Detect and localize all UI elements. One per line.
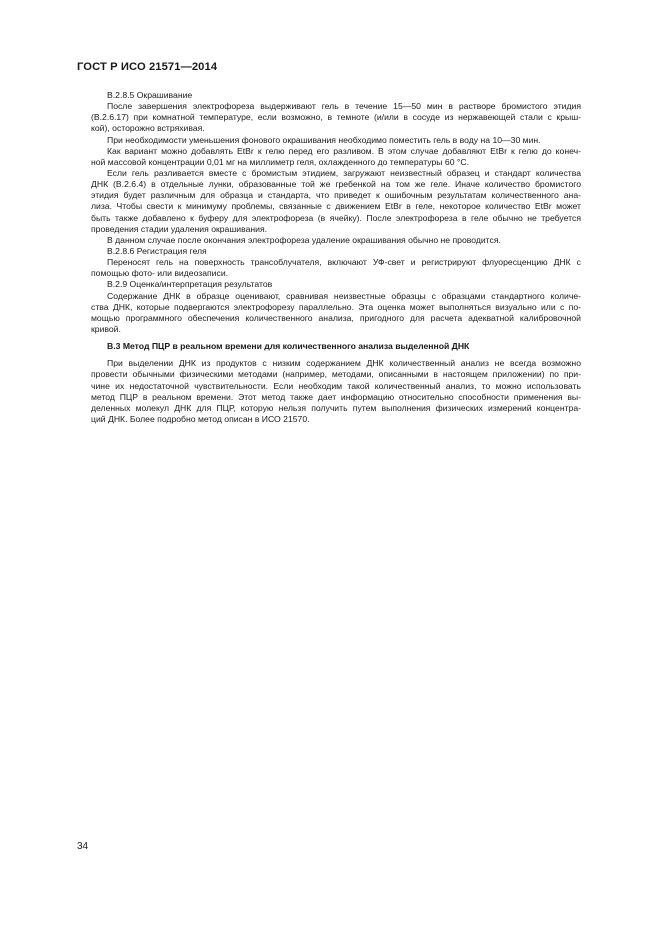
paragraph [91,101,581,134]
text-line: При выделении ДНК из продуктов с низким содержанием ДНК количественный анализ не всегда возможно [107,358,581,369]
text-line: лиза. Чтобы свести к минимуму проблемы, связанные с движением EtBr в геле, некоторое количество EtBr может [91,201,581,212]
text-line: ДНК (В.2.6.4) в отдельные лунки, образованные той же гребенкой на том же геле. Иначе количество бромистого [91,179,581,190]
text-line: Если гель разливается вместе с бромистым этидием, загружают неизвестный образец и стандарт количества [107,167,581,178]
paragraph [91,168,581,235]
paragraph [91,257,581,279]
text-line: проведения стадии удаления окрашивания. [91,223,268,234]
section-heading: В.2.9 Оценка/интерпретация результатов [107,279,273,290]
text-line: В данном случае после окончания электрофореза удаление окрашивания обычно не проводится. [107,234,501,245]
section-heading: В.2.8.5 Окрашивание [107,90,193,100]
text-line: Содержание ДНК в образце оценивают, сравнивая неизвестные образцы с образцами стандартного количе- [107,290,581,301]
page-number: 34 [77,841,89,852]
text-line: чине их недостаточной чувствительности. Если необходим такой количественный анализ, то можно использовать [91,380,581,391]
text-line: этидия будет различным для образца и стандарта, что приведет к ошибочным результатам количественного ана- [91,190,581,201]
section-heading: В.2.8.6 Регистрация геля [107,245,207,256]
text-line: мощью программного обеспечения количественного анализа, пригодного для расчета адекватной калибровочной [91,312,581,323]
paragraph [91,291,581,336]
text-line: ства ДНК, которые подвергаются электрофорезу параллельно. Эта оценка может выполняться визуально или с по- [91,301,581,312]
text-line: быть также добавлено к буферу для электрофореза (в ячейку). После электрофореза в геле обычно не требуется [91,212,581,223]
text-line: После завершения электрофореза выдерживают гель в течение 15—50 мин в растворе бромистого этидия [107,101,581,112]
paragraph [91,235,581,246]
text-line: При необходимости уменьшения фонового окрашивания необходимо поместить гель в воду на 10—30 мин. [107,134,541,145]
text-line: кривой. [91,323,121,334]
text-line: Как вариант можно добавлять EtBr к гелю перед его разливом. В этом случае добавляют EtBr к гелю до конеч- [107,145,581,156]
text-line: метод ПЦР в реальном времени. Этот метод также дает информацию относительно способности применения вы- [91,391,581,402]
text-line: провести обычными физическими методами (например, методами, описанными в настоящем приложении) по при- [91,369,581,380]
paragraph [91,358,581,425]
text-line: кой), осторожно встряхивая. [91,123,205,134]
text-line: (В.2.6.17) при комнатной температуре, если возможно, в темноте (и/или в сосуде из нержавеющей стали с крыш- [91,112,581,123]
text-line: ций ДНК. Более подробно метод описан в ИСО 21570. [91,413,310,424]
text-line: деленных молекул ДНК для ПЦР, которую нельзя получить путем выполнения физических измерений концентра- [91,402,581,413]
text-line: помощью фото- или видеозаписи. [91,268,229,279]
section-heading: В.3 Метод ПЦР в реальном времени для количественного анализа выделенной ДНК [107,341,470,352]
text-line: Переносят гель на поверхность трансоблучателя, включают УФ-свет и регистрируют флуоресценцию ДНК с [107,257,581,268]
text-line: ной массовой концентрации 0,01 мг на миллиметр геля, охлажденного до температуры 60 °С. [91,156,469,167]
paragraph [91,146,581,168]
document-body [91,90,581,425]
document-header: ГОСТ Р ИСО 21571—2014 [77,61,218,73]
paragraph [91,135,581,146]
